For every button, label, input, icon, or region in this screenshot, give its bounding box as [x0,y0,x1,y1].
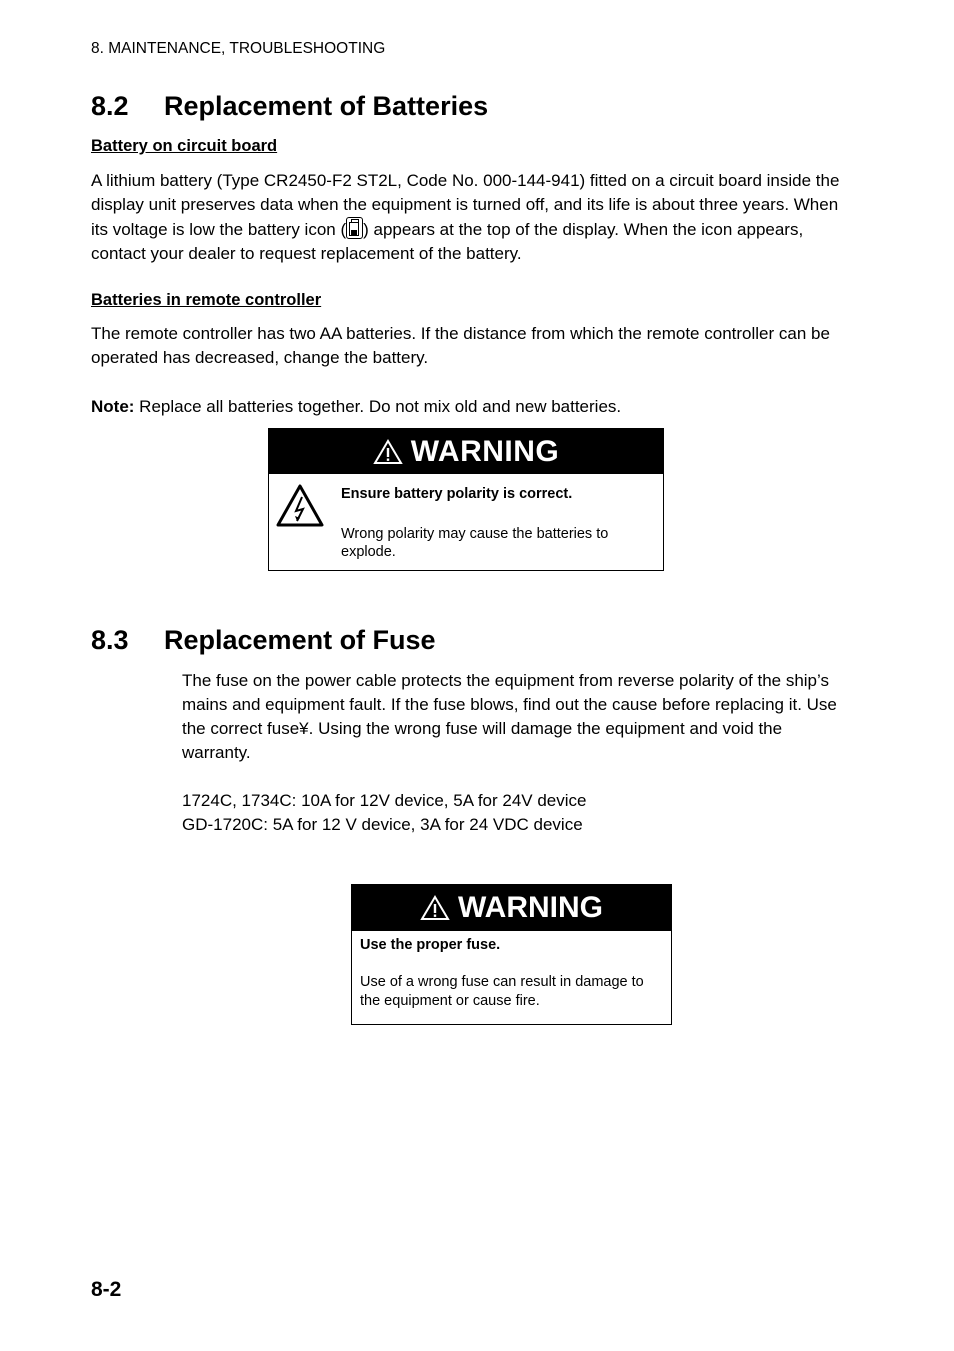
battery-icon [346,217,363,239]
paragraph-battery-circuit-board [91,169,851,266]
warning-banner [269,429,663,474]
section-title: Replacement of Batteries [164,91,489,121]
section-number: 8.3 [91,625,129,655]
paragraph-fuse [182,669,842,765]
fuse-rating-line: 1724C, 1734C: 10A for 12V device, 5A for 24V device [182,791,587,810]
warning-heading: Ensure battery polarity is correct. [341,486,573,502]
warning-heading: Use the proper fuse. [360,937,501,953]
paragraph-text: The fuse on the power cable protects the equipment from reverse polarity of the ship’s mains and equipment fault. If the fuse blows, find out the cause before replacing it. Use the correct fuse¥. Using the wrong fuse will damage the equipment and void the warranty. [182,671,837,762]
section-8-2-heading [91,91,488,122]
warning-title: WARNING [458,891,603,924]
fuse-ratings [182,789,842,837]
warning-banner [352,885,671,931]
page-number: 8-2 [91,1278,122,1301]
running-header: 8. MAINTENANCE, TROUBLESHOOTING [91,40,386,57]
paragraph-remote-batteries [91,322,851,370]
note-text: Replace all batteries together. Do not mix old and new batteries. [134,397,622,416]
section-title: Replacement of Fuse [164,625,436,655]
electric-shock-hazard-icon [275,483,325,529]
subheading-remote-batteries: Batteries in remote controller [91,291,322,309]
note [91,395,851,419]
fuse-rating-line: GD-1720C: 5A for 12 V device, 3A for 24 VDC device [182,815,583,834]
warning-text: Use of a wrong fuse can result in damage to the equipment or cause fire. [360,974,644,1009]
paragraph-text: The remote controller has two AA batteries. If the distance from which the remote controller can be operated has decreased, change the battery. [91,324,830,367]
warning-text: Wrong polarity may cause the batteries to explode. [341,526,609,560]
paragraph-text: A lithium battery (Type CR2450-F2 ST2L, Code No. 000-144-941) fitted on a circuit board inside the display unit preserves data when the equipment is turned off, and its life is about three years. When its voltage is low the battery icon ( [91,171,840,239]
warning-triangle-icon [420,895,450,921]
warning-triangle-icon [373,439,403,465]
paragraph-text: ) appears at the top of the display. When the icon appears, contact your dealer to request replacement of the battery. [91,220,804,263]
warning-title: WARNING [410,434,560,468]
subheading-battery-circuit-board: Battery on circuit board [91,137,278,155]
section-8-3-heading [91,625,436,656]
note-label: Note: [91,397,135,416]
warning-box-battery [268,428,664,571]
section-number: 8.2 [91,91,129,121]
warning-box-fuse [351,884,672,1025]
